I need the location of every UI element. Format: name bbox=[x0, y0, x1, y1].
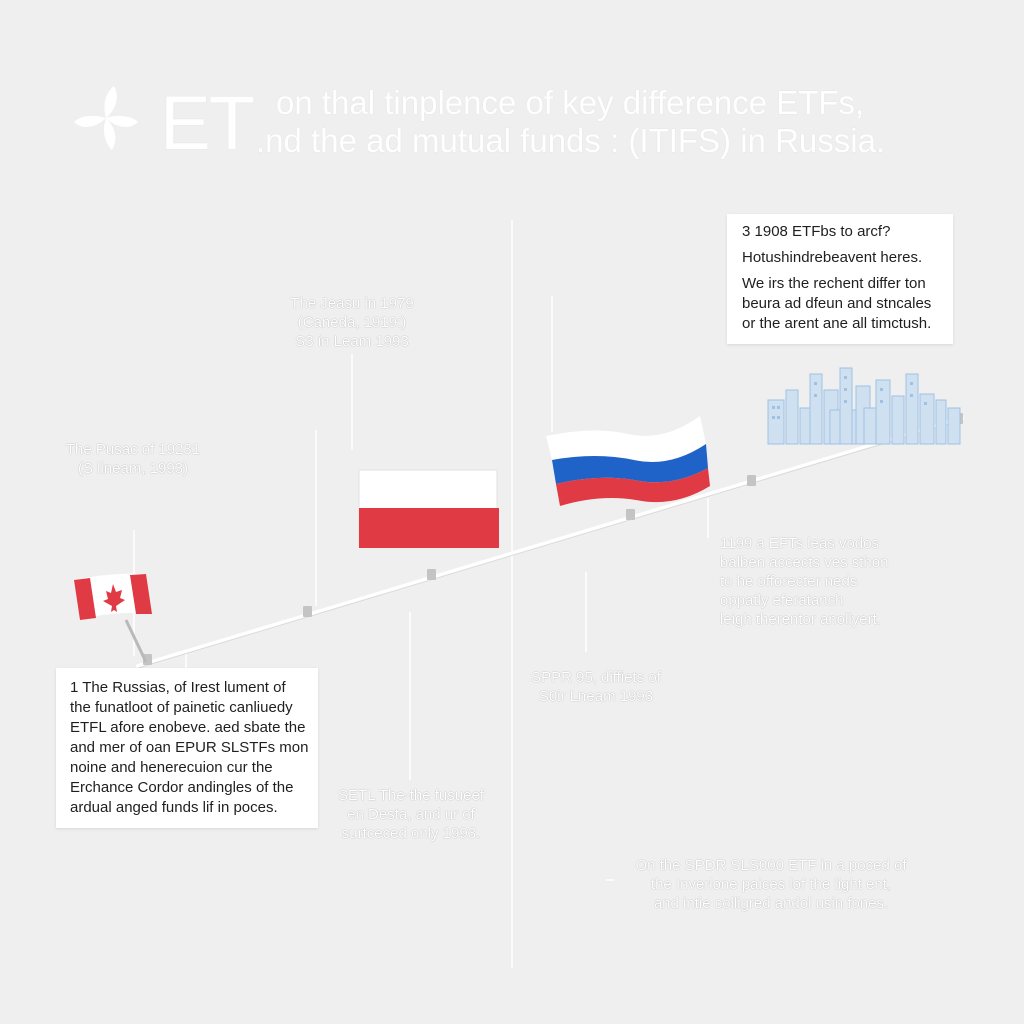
info-box-bottom-left bbox=[56, 668, 318, 828]
annotation-line: (S lineam, 1993) bbox=[77, 460, 189, 477]
timeline-marker bbox=[427, 569, 436, 580]
box-line: Hotushindrebeavent heres. bbox=[742, 249, 923, 266]
annotation-line: SETL The-the fusueef bbox=[338, 787, 484, 804]
title-line-2: .nd the ad mutual funds : (ITIFS) in Russia. bbox=[256, 122, 886, 159]
annotation-spdr-etf bbox=[616, 856, 926, 913]
annotation-line: the Inverlone paices lof the light ent, bbox=[650, 876, 892, 893]
russia-flag-icon bbox=[544, 412, 712, 508]
annotation-line: On the SPDR SLS000 ETF in a poced of bbox=[635, 857, 907, 874]
box-line: ardual anged funds lif in poces. bbox=[70, 799, 278, 816]
box-line: ETFL afore enobeve. aed sbate the bbox=[70, 719, 306, 736]
annotation-line: The Pusac of 19231 bbox=[65, 441, 201, 458]
timeline-marker bbox=[626, 509, 635, 520]
annotation-line: 1199 a EFTs leas vodos bbox=[720, 535, 879, 552]
annotation-line: balben accects ves sthon bbox=[720, 554, 889, 571]
poland-flag-icon bbox=[358, 468, 502, 550]
box-line: or the arent ane all timctush. bbox=[742, 315, 932, 332]
annotation-line: surtceced only 1993. bbox=[341, 825, 481, 842]
box-line: the funatloot of painetic canliuedy bbox=[70, 699, 293, 716]
annotation-line: The Jeasu in 1979 bbox=[290, 295, 414, 312]
canada-flag-icon bbox=[70, 570, 154, 666]
annotation-canada-1979 bbox=[272, 294, 432, 351]
city-skyline-icon bbox=[764, 360, 964, 450]
annotation-spdr-1993 bbox=[526, 668, 666, 706]
annotation-line: en Desta, and ur of bbox=[347, 806, 475, 823]
title-line-1: on thal tinplence of key difference ETFs, bbox=[276, 84, 865, 121]
title-abbreviation: ET bbox=[160, 81, 254, 166]
box-line: Erchance Cordor andingles of the bbox=[70, 779, 294, 796]
annotation-line: S0ir Lneam 1993 bbox=[538, 688, 654, 705]
box-line: 1 The Russias, of Irest lument of bbox=[70, 679, 286, 696]
leaf-petals-icon bbox=[72, 86, 140, 152]
annotation-canada-1993 bbox=[58, 440, 208, 478]
annotation-line: SPPR 95, diffiets of bbox=[531, 669, 661, 686]
box-line: and mer of oan EPUR SLSTFs mon bbox=[70, 739, 309, 756]
annotation-line: S3 in Leam 1993 bbox=[295, 333, 409, 350]
annotation-line: (Caneda, 1919:) bbox=[297, 314, 407, 331]
box-line: 3 1908 ETFbs to arcf? bbox=[742, 223, 891, 240]
annotation-setl bbox=[326, 786, 496, 843]
annotation-line: and intie colligred andol usin fones. bbox=[653, 895, 889, 912]
box-line: beura ad dfeun and stncales bbox=[742, 295, 932, 312]
annotation-etfs-1199 bbox=[720, 534, 888, 629]
annotation-line: leigh therentor anollyert. bbox=[720, 611, 881, 628]
timeline-marker bbox=[303, 606, 312, 617]
box-line: We irs the rechent differ ton bbox=[742, 275, 926, 292]
annotation-line: oppatly eferatanch bbox=[720, 592, 844, 609]
box-line: noine and henerecuion cur the bbox=[70, 759, 273, 776]
annotation-line: to he offorecter neds bbox=[720, 573, 858, 590]
info-box-top-right bbox=[727, 214, 953, 344]
timeline-marker bbox=[747, 475, 756, 486]
